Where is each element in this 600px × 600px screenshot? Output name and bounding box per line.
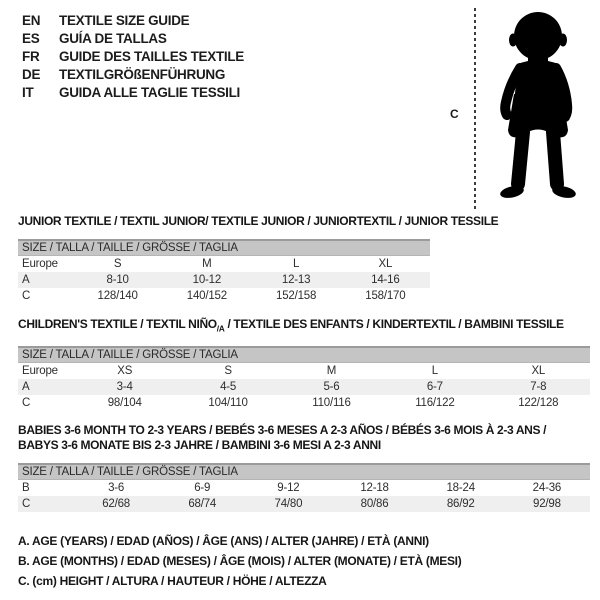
table-cell: 128/140 [97,290,138,302]
language-code: EN [22,13,41,28]
table-cell: 3-4 [116,381,133,393]
table-cell: 68/74 [188,498,217,510]
babies-title-line2: BABYS 3-6 MONATE BIS 2-3 JAHRE / BAMBINI 3-6 MESI A 2-3 ANNI [18,438,381,452]
table-cell: XL [378,258,393,270]
table-cell: 10-12 [192,274,222,286]
row-label: B [22,482,30,494]
junior-size-table [18,239,430,304]
language-code: ES [22,31,40,46]
children-title-text: / TEXTILE DES ENFANTS / KINDERTEXTIL / BAMBINI TESSILE [224,317,564,331]
babies-title-line1: BABIES 3-6 MONTH TO 2-3 YEARS / BEBÉS 3-6 MESES A 2-3 AÑOS / BÉBÉS 3-6 MOIS À 2-3 ANS / [18,423,547,437]
table-cell: 116/122 [415,397,455,409]
table-cell: 104/110 [208,397,248,409]
language-title-list [22,12,244,102]
table-cell: M [202,258,212,270]
table-row [18,363,590,379]
table-cell: L [431,365,438,377]
language-code: DE [22,67,41,82]
table-cell: 74/80 [274,498,303,510]
row-label: A [22,381,30,393]
table-cell: 62/68 [102,498,130,510]
table-row [18,272,430,288]
table-cell: 140/152 [186,290,227,302]
table-cell: 9-12 [277,482,300,494]
table-cell: S [113,258,122,270]
table-cell: 5-6 [323,381,340,393]
table-cell: 6-7 [426,381,443,393]
table-cell: XS [117,365,133,377]
height-marker-line [474,8,476,210]
legend-notes [18,531,461,591]
table-row [18,496,590,512]
language-code: IT [22,85,34,100]
language-title: GUIDA ALLE TAGLIE TESSILI [59,85,240,100]
row-label: Europe [22,258,58,270]
size-header-bar: SIZE / TALLA / TAILLE / GRÖSSE / TAGLIA [18,463,590,480]
babies-section-title [18,423,593,453]
table-cell: M [326,365,337,377]
table-cell: S [224,365,232,377]
note-c: C. (cm) HEIGHT / ALTURA / HAUTEUR / HÖHE / ALTEZZA [18,574,327,588]
table-row [18,480,590,496]
table-cell: 12-13 [281,274,311,286]
table-cell: 158/170 [365,290,406,302]
table-cell: 152/158 [276,290,317,302]
row-label: Europe [22,365,58,377]
children-section-title [18,317,564,333]
language-title: GUIDE DES TAILLES TEXTILE [59,49,245,64]
table-cell: 8-10 [106,274,129,286]
table-cell: 98/104 [107,397,142,409]
language-row-es [22,30,244,48]
language-code: FR [22,49,40,64]
table-cell: 12-18 [360,482,389,494]
babies-size-table [18,463,590,512]
row-label: C [22,397,31,409]
table-cell: 4-5 [220,381,237,393]
language-title: GUÍA DE TALLAS [59,31,167,46]
size-header-bar: SIZE / TALLA / TAILLE / GRÖSSE / TAGLIA [18,239,430,256]
table-cell: 3-6 [108,482,125,494]
baby-silhouette-image [488,8,588,208]
table-cell: 7-8 [530,381,547,393]
table-cell: 122/128 [518,397,559,409]
language-title: TEXTILE SIZE GUIDE [59,13,190,28]
table-cell: 14-16 [371,274,400,286]
row-label: C [22,498,31,510]
row-label: A [22,274,30,286]
table-cell: 18-24 [446,482,475,494]
height-marker-label: C [450,107,459,121]
table-cell: 6-9 [194,482,211,494]
children-title-subscript: /A [216,323,225,334]
language-row-it [22,84,244,102]
language-title: TEXTILGRÖßENFÜHRUNG [59,67,226,82]
table-cell: 92/98 [533,498,561,510]
language-row-en [22,12,244,30]
table-row [18,256,430,272]
row-label: C [22,290,31,302]
children-size-table [18,346,590,411]
table-cell: 80/86 [360,498,389,510]
table-cell: L [293,258,300,270]
table-cell: 110/116 [312,397,351,409]
language-row-fr [22,48,244,66]
table-row [18,395,590,411]
table-cell: 24-36 [532,482,562,494]
table-row [18,379,590,395]
table-row [18,288,430,304]
note-a: A. AGE (YEARS) / EDAD (AÑOS) / ÂGE (ANS) / ALTER (JAHRE) / ETÀ (ANNI) [18,534,429,548]
children-title-text: CHILDREN'S TEXTILE / TEXTIL NIÑO [18,317,217,331]
table-cell: 86/92 [446,498,475,510]
note-b: B. AGE (MONTHS) / EDAD (MESES) / ÂGE (MOIS) / ALTER (MONATE) / ETÀ (MESI) [18,554,462,568]
junior-section-title: JUNIOR TEXTILE / TEXTIL JUNIOR/ TEXTILE JUNIOR / JUNIORTEXTIL / JUNIOR TESSILE [18,214,499,228]
language-row-de [22,66,244,84]
table-cell: XL [531,365,546,377]
size-header-bar: SIZE / TALLA / TAILLE / GRÖSSE / TAGLIA [18,346,590,363]
